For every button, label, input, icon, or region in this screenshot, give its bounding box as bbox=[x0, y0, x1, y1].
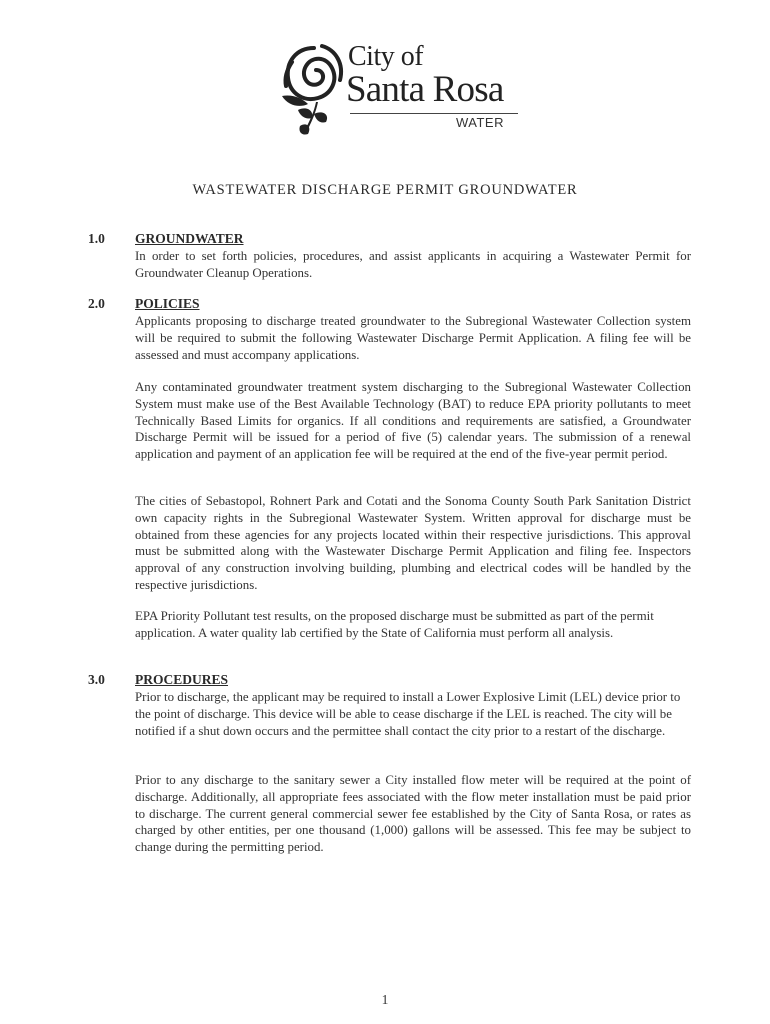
paragraph: Any contaminated groundwater treatment system discharging to the Subregional Wastewater Collection System must make use of the Best Available Technology (BAT) to reduce EPA priority pollutants to meet Technically Based Limits for organics. If all conditions and requirements are satisfied, a Groundwater Discharge Permit will be issued for a period of five (5) calendar years. The submission of a renewal application and payment of an application fee will be required at the end of the five-year permit period. bbox=[135, 380, 691, 462]
logo-city-of: City of bbox=[348, 41, 424, 72]
paragraph: EPA Priority Pollutant test results, on the proposed discharge must be submitted as part of the permit application. A water quality lab certified by the State of California must perform all analysis. bbox=[135, 609, 654, 640]
section-heading: GROUNDWATER bbox=[135, 231, 244, 246]
document-title: WASTEWATER DISCHARGE PERMIT GROUNDWATER bbox=[192, 182, 578, 198]
section-number: 2.0 bbox=[88, 296, 105, 311]
logo-santa-rosa: Santa Rosa bbox=[346, 69, 504, 110]
section-heading: PROCEDURES bbox=[135, 672, 229, 687]
city-logo bbox=[278, 40, 528, 140]
page-number: 1 bbox=[381, 992, 389, 1007]
logo-divider bbox=[350, 113, 518, 114]
paragraph: Prior to any discharge to the sanitary sewer a City installed flow meter will be required at the point of discharge. Additionally, all appropriate fees associated with the flow meter installation must be paid prior to discharge. The current general commercial sewer fee established by the City of Santa Rosa, or rates as charged by other entities, per one thousand (1,000) gallons will be assessed. This fee may be subject to change during the permitting period. bbox=[135, 773, 691, 855]
section-heading: POLICIES bbox=[135, 296, 200, 311]
section-number: 1.0 bbox=[88, 231, 105, 246]
logo-water: WATER bbox=[456, 115, 504, 130]
rose-logo-icon bbox=[278, 40, 348, 140]
paragraph: Prior to discharge, the applicant may be required to install a Lower Explosive Limit (LEL) device prior to the point of discharge. This device will be able to cease discharge if the LEL is reached. The city will be notified if a shut down occurs and the permittee shall contact the city prior to a restart of the discharge. bbox=[135, 690, 681, 738]
paragraph: The cities of Sebastopol, Rohnert Park and Cotati and the Sonoma County South Park Sanitation District own capacity rights in the Subregional Wastewater System. Written approval for discharge must be obtained from these agencies for any projects located within their respective jurisdictions. This approval must be submitted along with the Wastewater Discharge Permit Application and filing fee. Inspectors approval of any construction involving building, plumbing and electrical codes will be handled by the respective jurisdictions. bbox=[135, 494, 691, 592]
paragraph: Applicants proposing to discharge treated groundwater to the Subregional Wastewater Collection system will be required to submit the following Wastewater Discharge Permit Application. A filing fee will be assessed and must accompany applications. bbox=[135, 314, 691, 362]
paragraph: In order to set forth policies, procedures, and assist applicants in acquiring a Wastewater Permit for Groundwater Cleanup Operations. bbox=[135, 249, 691, 280]
section-number: 3.0 bbox=[88, 672, 105, 687]
